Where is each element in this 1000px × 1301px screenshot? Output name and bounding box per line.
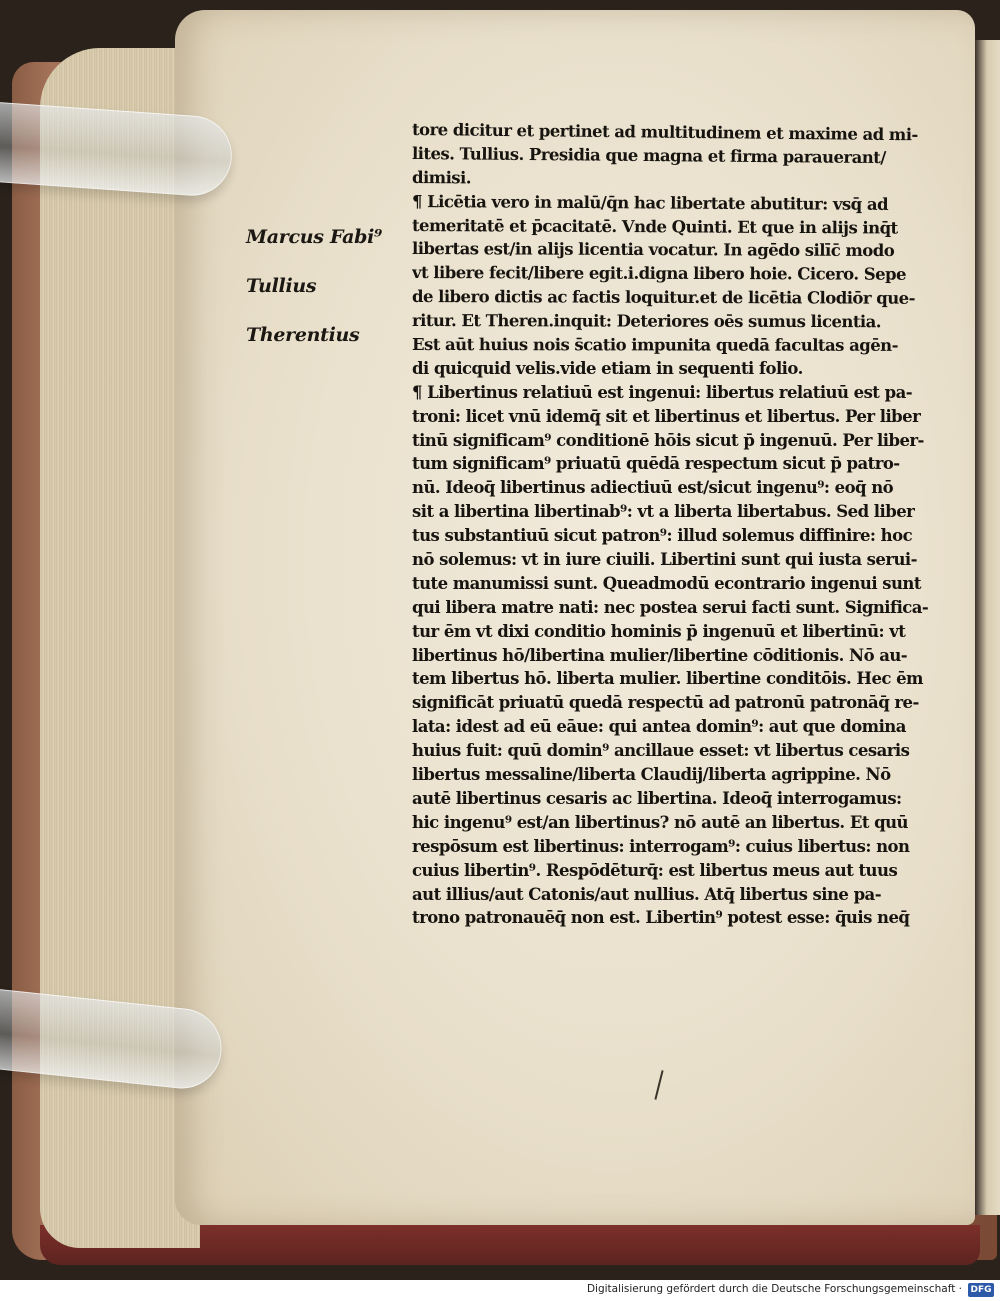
text-line: huius fuit: quū domin⁹ ancillaue esset: vt libertus cesaris xyxy=(412,741,910,761)
text-line: nō solemus: vt in iure ciuili. Libertini sunt qui iusta serui- xyxy=(412,550,917,570)
text-line: aut illius/aut Catonis/aut nullius. Atq̄ libertus sine pa- xyxy=(412,884,882,904)
margin-notes xyxy=(246,222,386,369)
text-line: significāt priuatū quedā respectū ad patronū patronāq̄ re- xyxy=(412,693,919,713)
text-line: libertas est/in alijs licentia vocatur. In agēdo silīc̄ modo xyxy=(411,239,895,261)
book-gutter xyxy=(975,40,1000,1215)
text-line: troni: licet vnū idemq̄ sit et libertinus et libertus. Per liber xyxy=(412,406,921,426)
text-line: de libero dictis ac factis loquitur.et de licētia Clodiōr que- xyxy=(411,287,915,308)
text-line: di quicquid velis.vide etiam in sequenti folio. xyxy=(412,358,803,378)
text-line: libertus messaline/liberta Claudij/liberta agrippine. Nō xyxy=(412,765,891,785)
margin-note: Marcus Fabi⁹ xyxy=(246,226,383,248)
text-line: Est aūt huius nois s̄catio impunita quedā facultas agēn- xyxy=(411,335,898,355)
glass-page-weight-top xyxy=(0,102,234,199)
text-line: nū. Ideoq̄ libertinus adiectiuū est/sicut ingenu⁹: eoq̄ nō xyxy=(412,478,894,498)
text-line: sit a libertina libertinab⁹: vt a liberta libertabus. Sed liber xyxy=(412,502,915,522)
text-line: hic ingenu⁹ est/an libertinus? nō autē an libertus. Et quū xyxy=(412,812,908,832)
text-line: dimisi. xyxy=(411,167,472,188)
text-line: qui libera matre nati: nec postea serui facti sunt. Significa- xyxy=(412,597,929,617)
margin-note: Therentius xyxy=(246,324,360,346)
text-line: vt libere fecit/libere egit.i.digna libero hoie. Cicero. Sepe xyxy=(411,263,907,285)
text-line: cuius libertin⁹. Respōdēturq̄: est libertus meus aut tuus xyxy=(412,860,898,880)
text-line: tum significam⁹ priuatū quēdā respectum sicut p̄ patro- xyxy=(412,454,900,474)
text-line: tinū significam⁹ conditionē hōis sicut p̄ ingenuū. Per liber- xyxy=(412,430,924,450)
text-line: lata: idest ad eū eāue: qui antea domin⁹: aut que domina xyxy=(412,717,906,737)
text-line: respōsum est libertinus: interrogam⁹: cuius libertus: non xyxy=(412,836,910,856)
text-line: trono patronauēq̄ non est. Libertin⁹ potest esse: q̄uis neq̄ xyxy=(412,908,910,928)
text-line: autē libertinus cesaris ac libertina. Ideoq̄ interrogamus: xyxy=(412,788,902,808)
text-line: lites. Tullius. Presidia que magna et firma parauerant/ xyxy=(411,143,886,168)
text-line: tore dicitur et pertinet ad multitudinem et maxime ad mi- xyxy=(411,120,918,145)
text-line: tur ēm vt dixi conditio hominis p̄ ingenuū et libertinū: vt xyxy=(412,621,906,641)
dfg-logo: DFG xyxy=(968,1283,994,1297)
main-text-block xyxy=(412,118,940,930)
text-line: libertinus hō/libertina mulier/libertine cōditionis. Nō au- xyxy=(412,645,908,665)
text-line: ritur. Et Theren.inquit: Deteriores oēs sumus licentia. xyxy=(411,311,882,332)
text-line: ¶ Licētia vero in malū/q̄n hac libertate abutitur: vsq̄ ad xyxy=(411,191,889,214)
text-line: temeritatē et p̄cacitatē. Vnde Quinti. Et que in alijs inq̄t xyxy=(411,215,898,238)
footer-credit: Digitalisierung gefördert durch die Deutsche Forschungsgemeinschaft · xyxy=(586,1283,962,1295)
text-line: tute manumissi sunt. Queadmodū econtrario ingenui sunt xyxy=(412,573,921,593)
text-line: ¶ Libertinus relatiuū est ingenui: libertus relatiuū est pa- xyxy=(412,382,913,402)
text-line: tem libertus hō. liberta mulier. libertine conditōis. Hec ēm xyxy=(412,669,923,689)
margin-note: Tullius xyxy=(246,275,317,297)
digitization-footer xyxy=(0,1280,1000,1301)
text-line: tus substantiuū sicut patron⁹: illud solemus diffinire: hoc xyxy=(412,526,913,546)
